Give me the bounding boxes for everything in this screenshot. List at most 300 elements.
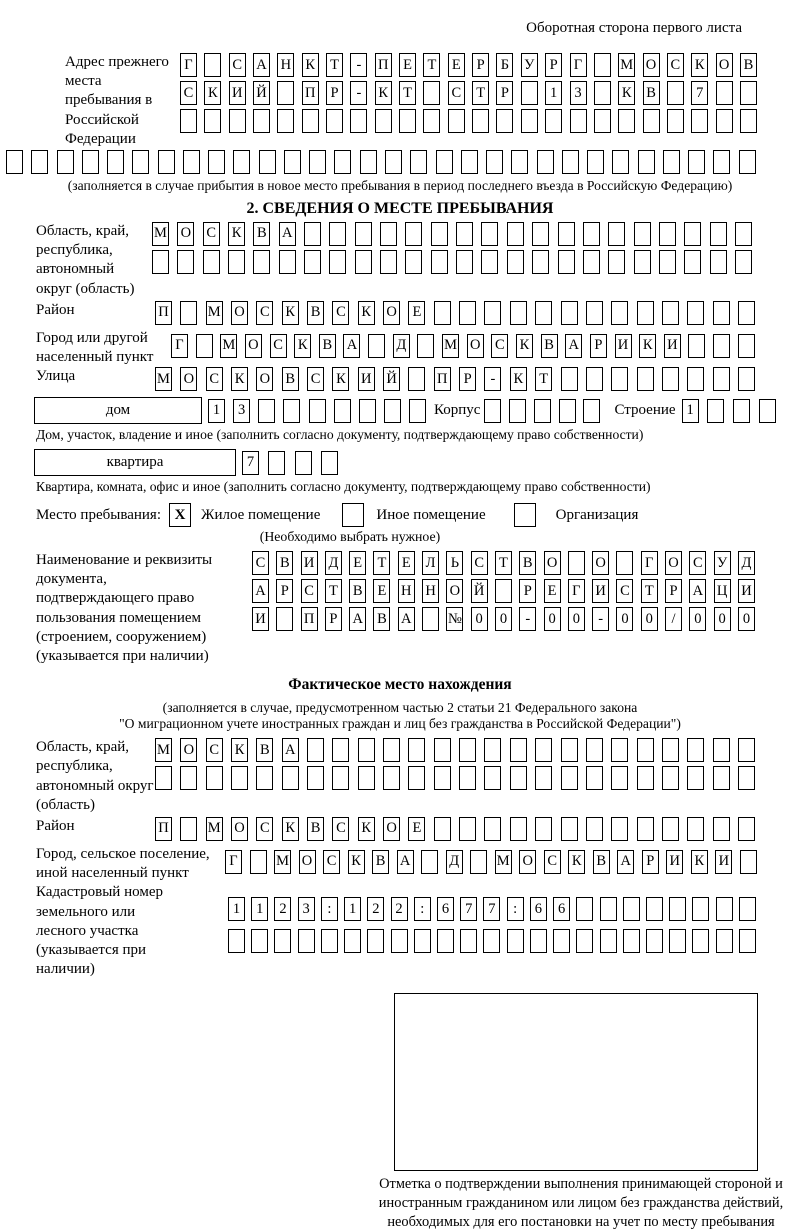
char-cell[interactable]: С — [256, 301, 273, 325]
char-cell[interactable] — [688, 334, 705, 358]
char-cell[interactable]: Т — [641, 579, 658, 603]
char-cell[interactable]: А — [252, 579, 269, 603]
char-cell[interactable] — [456, 222, 473, 246]
char-cell[interactable] — [713, 738, 730, 762]
char-cell[interactable] — [692, 929, 709, 953]
char-cell[interactable]: 1 — [228, 897, 245, 921]
char-cell[interactable]: - — [519, 607, 536, 631]
char-cell[interactable]: Р — [590, 334, 607, 358]
char-cell[interactable] — [326, 109, 343, 133]
char-cell[interactable]: А — [279, 222, 296, 246]
char-cell[interactable] — [534, 399, 551, 423]
char-cell[interactable] — [738, 367, 755, 391]
char-cell[interactable]: К — [358, 301, 375, 325]
char-cell[interactable]: Й — [383, 367, 400, 391]
char-cell[interactable]: 2 — [367, 897, 384, 921]
char-cell[interactable]: И — [592, 579, 609, 603]
char-cell[interactable] — [277, 109, 294, 133]
char-cell[interactable]: О — [299, 850, 316, 874]
char-cell[interactable]: 7 — [242, 451, 259, 475]
char-cell[interactable] — [594, 109, 611, 133]
char-cell[interactable] — [623, 897, 640, 921]
char-cell[interactable] — [662, 817, 679, 841]
char-cell[interactable] — [687, 766, 704, 790]
char-cell[interactable]: Р — [472, 53, 489, 77]
char-cell[interactable]: М — [442, 334, 459, 358]
char-cell[interactable]: 1 — [251, 897, 268, 921]
char-cell[interactable] — [274, 929, 291, 953]
char-cell[interactable]: Е — [544, 579, 561, 603]
char-cell[interactable] — [710, 222, 727, 246]
char-cell[interactable]: С — [252, 551, 269, 575]
char-cell[interactable] — [618, 109, 635, 133]
char-cell[interactable] — [521, 81, 538, 105]
char-cell[interactable] — [687, 367, 704, 391]
char-cell[interactable] — [687, 738, 704, 762]
char-cell[interactable] — [329, 222, 346, 246]
char-cell[interactable]: Н — [277, 53, 294, 77]
char-cell[interactable] — [510, 817, 527, 841]
char-cell[interactable] — [738, 766, 755, 790]
char-cell[interactable]: С — [307, 367, 324, 391]
char-cell[interactable] — [208, 150, 225, 174]
char-cell[interactable]: И — [664, 334, 681, 358]
char-cell[interactable]: 2 — [391, 897, 408, 921]
char-cell[interactable]: 2 — [274, 897, 291, 921]
char-cell[interactable]: О — [180, 738, 197, 762]
char-cell[interactable]: В — [256, 738, 273, 762]
char-cell[interactable]: А — [689, 579, 706, 603]
char-cell[interactable] — [561, 301, 578, 325]
checkbox-organization[interactable] — [514, 503, 536, 527]
char-cell[interactable]: Р — [326, 81, 343, 105]
char-cell[interactable] — [687, 301, 704, 325]
char-cell[interactable]: В — [276, 551, 293, 575]
char-cell[interactable]: М — [155, 738, 172, 762]
char-cell[interactable]: К — [348, 850, 365, 874]
char-cell[interactable] — [576, 897, 593, 921]
char-cell[interactable] — [662, 301, 679, 325]
char-cell[interactable]: П — [155, 301, 172, 325]
char-cell[interactable] — [367, 929, 384, 953]
char-cell[interactable]: И — [715, 850, 732, 874]
char-cell[interactable] — [203, 250, 220, 274]
char-cell[interactable] — [282, 766, 299, 790]
char-cell[interactable]: И — [666, 850, 683, 874]
char-cell[interactable]: 1 — [545, 81, 562, 105]
char-cell[interactable] — [713, 367, 730, 391]
char-cell[interactable] — [510, 738, 527, 762]
char-cell[interactable]: О — [383, 301, 400, 325]
char-cell[interactable] — [417, 334, 434, 358]
char-cell[interactable] — [495, 579, 512, 603]
char-cell[interactable]: К — [231, 738, 248, 762]
char-cell[interactable]: Т — [373, 551, 390, 575]
char-cell[interactable] — [643, 109, 660, 133]
char-cell[interactable] — [586, 738, 603, 762]
char-cell[interactable] — [383, 766, 400, 790]
char-cell[interactable]: К — [618, 81, 635, 105]
char-cell[interactable]: О — [665, 551, 682, 575]
char-cell[interactable]: К — [204, 81, 221, 105]
char-cell[interactable] — [470, 850, 487, 874]
char-cell[interactable] — [713, 334, 730, 358]
char-cell[interactable] — [713, 150, 730, 174]
char-cell[interactable]: С — [229, 53, 246, 77]
char-cell[interactable]: К — [282, 301, 299, 325]
char-cell[interactable] — [716, 109, 733, 133]
char-cell[interactable] — [380, 250, 397, 274]
char-cell[interactable]: 0 — [568, 607, 585, 631]
char-cell[interactable] — [229, 109, 246, 133]
char-cell[interactable] — [608, 222, 625, 246]
char-cell[interactable]: 1 — [682, 399, 699, 423]
char-cell[interactable] — [434, 301, 451, 325]
char-cell[interactable] — [535, 817, 552, 841]
char-cell[interactable] — [284, 150, 301, 174]
char-cell[interactable]: : — [414, 897, 431, 921]
char-cell[interactable]: В — [282, 367, 299, 391]
char-cell[interactable]: В — [319, 334, 336, 358]
char-cell[interactable]: Т — [423, 53, 440, 77]
char-cell[interactable] — [638, 150, 655, 174]
char-cell[interactable] — [481, 250, 498, 274]
char-cell[interactable] — [684, 250, 701, 274]
char-cell[interactable]: Е — [448, 53, 465, 77]
char-cell[interactable]: Е — [408, 817, 425, 841]
char-cell[interactable]: 6 — [437, 897, 454, 921]
char-cell[interactable]: Е — [349, 551, 366, 575]
char-cell[interactable]: И — [358, 367, 375, 391]
char-cell[interactable]: 3 — [298, 897, 315, 921]
char-cell[interactable]: О — [643, 53, 660, 77]
char-cell[interactable]: № — [446, 607, 463, 631]
char-cell[interactable] — [713, 301, 730, 325]
char-cell[interactable] — [669, 929, 686, 953]
char-cell[interactable] — [253, 250, 270, 274]
char-cell[interactable] — [713, 766, 730, 790]
char-cell[interactable] — [6, 150, 23, 174]
char-cell[interactable]: О — [467, 334, 484, 358]
char-cell[interactable] — [659, 250, 676, 274]
char-cell[interactable] — [740, 109, 757, 133]
char-cell[interactable]: О — [231, 301, 248, 325]
char-cell[interactable]: С — [544, 850, 561, 874]
char-cell[interactable] — [532, 222, 549, 246]
char-cell[interactable]: А — [343, 334, 360, 358]
char-cell[interactable] — [535, 766, 552, 790]
char-cell[interactable] — [634, 222, 651, 246]
char-cell[interactable]: 1 — [208, 399, 225, 423]
char-cell[interactable]: Д — [446, 850, 463, 874]
char-cell[interactable]: С — [180, 81, 197, 105]
char-cell[interactable]: А — [397, 850, 414, 874]
char-cell[interactable]: О — [231, 817, 248, 841]
char-cell[interactable]: И — [615, 334, 632, 358]
char-cell[interactable]: Л — [422, 551, 439, 575]
char-cell[interactable] — [309, 150, 326, 174]
char-cell[interactable] — [561, 367, 578, 391]
char-cell[interactable] — [707, 399, 724, 423]
char-cell[interactable] — [509, 399, 526, 423]
char-cell[interactable] — [276, 607, 293, 631]
char-cell[interactable] — [637, 817, 654, 841]
char-cell[interactable] — [358, 766, 375, 790]
char-cell[interactable] — [309, 399, 326, 423]
char-cell[interactable] — [228, 929, 245, 953]
char-cell[interactable] — [258, 399, 275, 423]
char-cell[interactable] — [583, 250, 600, 274]
char-cell[interactable]: О — [383, 817, 400, 841]
char-cell[interactable] — [637, 738, 654, 762]
char-cell[interactable] — [568, 551, 585, 575]
char-cell[interactable]: С — [332, 817, 349, 841]
char-cell[interactable]: Т — [495, 551, 512, 575]
char-cell[interactable]: Г — [568, 579, 585, 603]
char-cell[interactable] — [561, 738, 578, 762]
char-cell[interactable]: Г — [570, 53, 587, 77]
char-cell[interactable] — [521, 109, 538, 133]
char-cell[interactable]: 6 — [553, 897, 570, 921]
char-cell[interactable] — [253, 109, 270, 133]
char-cell[interactable] — [688, 150, 705, 174]
char-cell[interactable] — [510, 301, 527, 325]
char-cell[interactable] — [687, 817, 704, 841]
char-cell[interactable] — [716, 929, 733, 953]
char-cell[interactable]: И — [229, 81, 246, 105]
char-cell[interactable]: В — [373, 607, 390, 631]
char-cell[interactable] — [307, 738, 324, 762]
char-cell[interactable] — [231, 766, 248, 790]
char-cell[interactable] — [228, 250, 245, 274]
char-cell[interactable]: П — [434, 367, 451, 391]
char-cell[interactable] — [399, 109, 416, 133]
char-cell[interactable] — [384, 399, 401, 423]
char-cell[interactable]: М — [152, 222, 169, 246]
char-cell[interactable] — [532, 250, 549, 274]
char-cell[interactable] — [561, 817, 578, 841]
char-cell[interactable]: Е — [399, 53, 416, 77]
char-cell[interactable]: П — [375, 53, 392, 77]
char-cell[interactable]: О — [716, 53, 733, 77]
char-cell[interactable] — [576, 929, 593, 953]
char-cell[interactable] — [740, 81, 757, 105]
char-cell[interactable] — [659, 222, 676, 246]
char-cell[interactable]: Д — [738, 551, 755, 575]
char-cell[interactable] — [484, 399, 501, 423]
char-cell[interactable]: 7 — [691, 81, 708, 105]
char-cell[interactable]: К — [568, 850, 585, 874]
char-cell[interactable]: В — [307, 301, 324, 325]
char-cell[interactable] — [359, 399, 376, 423]
char-cell[interactable] — [360, 150, 377, 174]
char-cell[interactable]: С — [667, 53, 684, 77]
char-cell[interactable]: М — [618, 53, 635, 77]
char-cell[interactable]: Г — [225, 850, 242, 874]
char-cell[interactable] — [355, 250, 372, 274]
char-cell[interactable] — [561, 766, 578, 790]
char-cell[interactable] — [405, 250, 422, 274]
char-cell[interactable]: У — [521, 53, 538, 77]
char-cell[interactable] — [183, 150, 200, 174]
char-cell[interactable] — [408, 766, 425, 790]
char-cell[interactable] — [511, 150, 528, 174]
char-cell[interactable] — [414, 929, 431, 953]
char-cell[interactable] — [385, 150, 402, 174]
char-cell[interactable] — [256, 766, 273, 790]
char-cell[interactable]: К — [231, 367, 248, 391]
char-cell[interactable] — [570, 109, 587, 133]
char-cell[interactable] — [409, 399, 426, 423]
char-cell[interactable] — [545, 109, 562, 133]
char-cell[interactable] — [716, 897, 733, 921]
char-cell[interactable] — [437, 929, 454, 953]
char-cell[interactable] — [739, 150, 756, 174]
char-cell[interactable] — [350, 109, 367, 133]
char-cell[interactable] — [448, 109, 465, 133]
char-cell[interactable] — [334, 150, 351, 174]
char-cell[interactable] — [510, 766, 527, 790]
char-cell[interactable] — [662, 766, 679, 790]
char-cell[interactable]: М — [220, 334, 237, 358]
char-cell[interactable] — [196, 334, 213, 358]
char-cell[interactable]: В — [307, 817, 324, 841]
char-cell[interactable]: Ь — [446, 551, 463, 575]
char-cell[interactable] — [383, 738, 400, 762]
char-cell[interactable] — [611, 301, 628, 325]
char-cell[interactable] — [344, 929, 361, 953]
char-cell[interactable]: П — [301, 607, 318, 631]
char-cell[interactable] — [740, 850, 757, 874]
char-cell[interactable]: Р — [276, 579, 293, 603]
char-cell[interactable] — [611, 738, 628, 762]
char-cell[interactable] — [637, 367, 654, 391]
char-cell[interactable]: - — [350, 81, 367, 105]
char-cell[interactable] — [206, 766, 223, 790]
char-cell[interactable] — [558, 222, 575, 246]
char-cell[interactable]: П — [302, 81, 319, 105]
char-cell[interactable]: К — [294, 334, 311, 358]
char-cell[interactable] — [637, 766, 654, 790]
char-cell[interactable] — [259, 150, 276, 174]
char-cell[interactable] — [616, 551, 633, 575]
char-cell[interactable] — [583, 399, 600, 423]
char-cell[interactable]: Ц — [714, 579, 731, 603]
char-cell[interactable]: - — [592, 607, 609, 631]
char-cell[interactable]: 3 — [233, 399, 250, 423]
char-cell[interactable]: 1 — [344, 897, 361, 921]
char-cell[interactable]: О — [256, 367, 273, 391]
char-cell[interactable] — [158, 150, 175, 174]
char-cell[interactable]: О — [180, 367, 197, 391]
char-cell[interactable] — [586, 817, 603, 841]
char-cell[interactable]: Т — [325, 579, 342, 603]
char-cell[interactable]: И — [301, 551, 318, 575]
char-cell[interactable]: А — [398, 607, 415, 631]
char-cell[interactable] — [408, 367, 425, 391]
char-cell[interactable] — [562, 150, 579, 174]
char-cell[interactable]: Г — [641, 551, 658, 575]
char-cell[interactable] — [611, 817, 628, 841]
char-cell[interactable] — [484, 766, 501, 790]
char-cell[interactable] — [634, 250, 651, 274]
char-cell[interactable]: 0 — [641, 607, 658, 631]
char-cell[interactable] — [332, 766, 349, 790]
char-cell[interactable] — [692, 897, 709, 921]
char-cell[interactable] — [530, 929, 547, 953]
char-cell[interactable] — [332, 738, 349, 762]
char-cell[interactable]: Т — [399, 81, 416, 105]
char-cell[interactable] — [204, 109, 221, 133]
char-cell[interactable] — [663, 150, 680, 174]
char-cell[interactable] — [611, 766, 628, 790]
checkbox-residential[interactable]: X — [169, 503, 191, 527]
char-cell[interactable] — [646, 929, 663, 953]
char-cell[interactable]: Е — [398, 551, 415, 575]
char-cell[interactable] — [431, 222, 448, 246]
char-cell[interactable]: И — [738, 579, 755, 603]
char-cell[interactable]: В — [593, 850, 610, 874]
char-cell[interactable] — [434, 766, 451, 790]
char-cell[interactable] — [307, 766, 324, 790]
char-cell[interactable]: 0 — [689, 607, 706, 631]
char-cell[interactable]: С — [206, 367, 223, 391]
char-cell[interactable] — [180, 817, 197, 841]
char-cell[interactable] — [507, 250, 524, 274]
char-cell[interactable]: К — [639, 334, 656, 358]
char-cell[interactable]: О — [544, 551, 561, 575]
char-cell[interactable]: Т — [472, 81, 489, 105]
char-cell[interactable] — [321, 451, 338, 475]
char-cell[interactable] — [586, 301, 603, 325]
char-cell[interactable] — [623, 929, 640, 953]
char-cell[interactable] — [82, 150, 99, 174]
char-cell[interactable]: К — [302, 53, 319, 77]
char-cell[interactable] — [304, 250, 321, 274]
char-cell[interactable] — [268, 451, 285, 475]
char-cell[interactable] — [459, 738, 476, 762]
char-cell[interactable] — [739, 929, 756, 953]
char-cell[interactable] — [486, 150, 503, 174]
char-cell[interactable]: М — [274, 850, 291, 874]
char-cell[interactable]: С — [203, 222, 220, 246]
char-cell[interactable]: Д — [325, 551, 342, 575]
char-cell[interactable]: О — [245, 334, 262, 358]
char-cell[interactable]: 0 — [714, 607, 731, 631]
char-cell[interactable]: А — [349, 607, 366, 631]
char-cell[interactable]: С — [256, 817, 273, 841]
char-cell[interactable] — [710, 250, 727, 274]
char-cell[interactable] — [459, 766, 476, 790]
char-cell[interactable]: К — [691, 850, 708, 874]
char-cell[interactable] — [295, 451, 312, 475]
char-cell[interactable]: Р — [545, 53, 562, 77]
char-cell[interactable]: : — [321, 897, 338, 921]
char-cell[interactable]: К — [282, 817, 299, 841]
char-cell[interactable] — [735, 222, 752, 246]
char-cell[interactable]: Й — [471, 579, 488, 603]
char-cell[interactable]: А — [617, 850, 634, 874]
char-cell[interactable] — [334, 399, 351, 423]
char-cell[interactable] — [716, 81, 733, 105]
char-cell[interactable] — [600, 929, 617, 953]
char-cell[interactable]: 7 — [460, 897, 477, 921]
char-cell[interactable] — [759, 399, 776, 423]
char-cell[interactable]: Г — [180, 53, 197, 77]
char-cell[interactable]: С — [491, 334, 508, 358]
char-cell[interactable] — [368, 334, 385, 358]
char-cell[interactable] — [586, 766, 603, 790]
